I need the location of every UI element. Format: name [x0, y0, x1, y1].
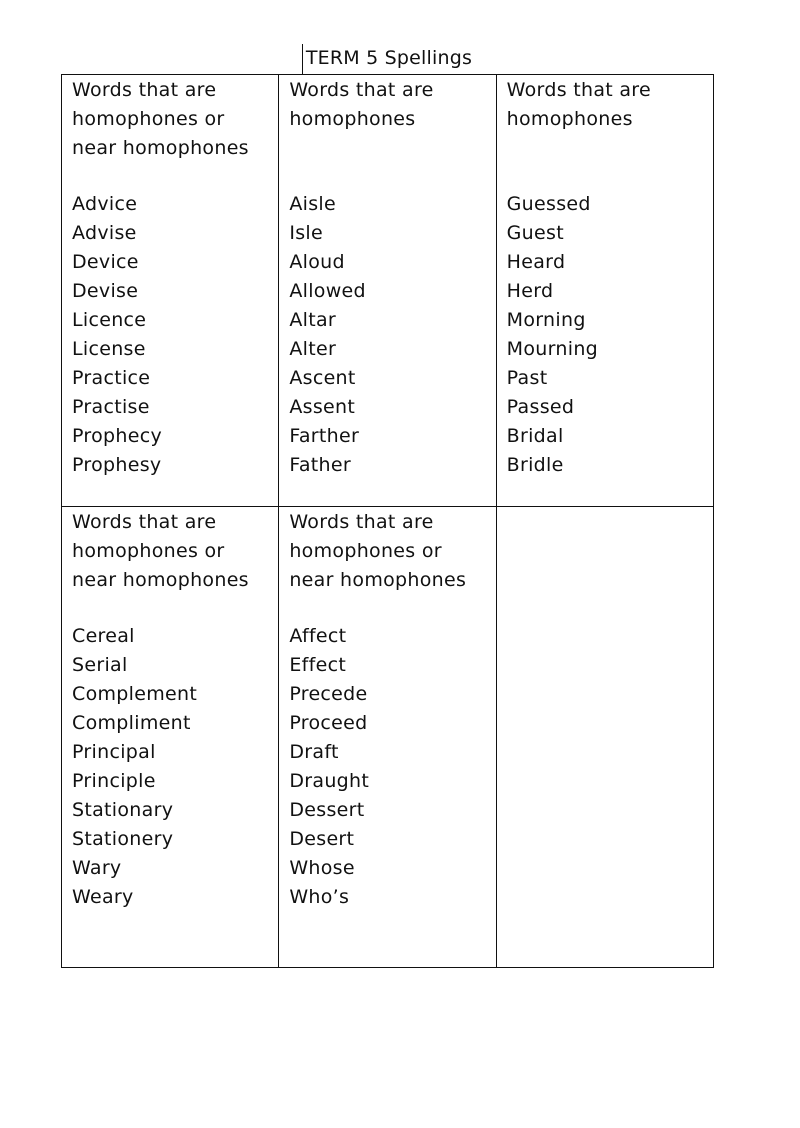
list-item: License [72, 338, 146, 360]
list-item: Prophesy [72, 454, 162, 476]
list-item: Practice [72, 367, 151, 389]
list-item: Who’s [289, 886, 350, 908]
list-item: Stationary [72, 799, 174, 821]
list-item: Advice [72, 193, 138, 215]
list-item: Mourning [506, 338, 599, 360]
list-item: Wary [72, 857, 122, 879]
list-item: Prophecy [72, 425, 163, 447]
list-item: Compliment [72, 712, 191, 734]
list-item: Ascent [289, 367, 356, 389]
list-item: Past [506, 367, 548, 389]
list-item: Serial [72, 654, 128, 676]
list-item: Stationery [72, 828, 174, 850]
list-item: Complement [72, 683, 198, 705]
list-item: Father [289, 454, 351, 476]
list-item: Whose [289, 857, 355, 879]
list-item: Dessert [289, 799, 365, 821]
column-heading: Words that are homophones or near homophones [289, 511, 467, 591]
table-cell [279, 75, 496, 507]
list-item: Desert [289, 828, 355, 850]
list-item: Aisle [289, 193, 336, 215]
list-item: Proceed [289, 712, 368, 734]
list-item: Morning [506, 309, 586, 331]
list-item: Cereal [72, 625, 135, 647]
list-item: Passed [506, 396, 575, 418]
spellings-table [61, 74, 714, 968]
word-list [72, 190, 278, 480]
word-list [289, 190, 495, 480]
list-item: Assent [289, 396, 356, 418]
list-item: Alter [289, 338, 337, 360]
table-cell [496, 75, 713, 507]
column-heading: Words that are homophones or near homophones [72, 511, 249, 591]
table-cell [62, 75, 279, 507]
list-item: Bridal [506, 425, 564, 447]
word-list [72, 622, 278, 912]
list-item: Heard [506, 251, 566, 273]
word-list [507, 190, 713, 480]
list-item: Device [72, 251, 139, 273]
table-row [62, 507, 714, 968]
table-cell [62, 507, 279, 968]
list-item: Weary [72, 886, 134, 908]
page-title: TERM 5 Spellings [305, 47, 473, 69]
table-cell-empty [496, 507, 713, 968]
list-item: Effect [289, 654, 347, 676]
word-list [289, 622, 495, 912]
list-item: Principle [72, 770, 156, 792]
list-item: Draft [289, 741, 339, 763]
list-item: Advise [72, 222, 137, 244]
list-item: Precede [289, 683, 368, 705]
list-item: Devise [72, 280, 139, 302]
table-cell [279, 507, 496, 968]
list-item: Bridle [506, 454, 564, 476]
list-item: Farther [289, 425, 360, 447]
list-item: Affect [289, 625, 347, 647]
list-item: Principal [72, 741, 156, 763]
list-item: Guessed [506, 193, 591, 215]
list-item: Isle [289, 222, 323, 244]
list-item: Guest [506, 222, 564, 244]
list-item: Allowed [289, 280, 366, 302]
column-heading: Words that are homophones [289, 79, 434, 130]
list-item: Licence [72, 309, 147, 331]
column-heading: Words that are homophones [506, 79, 651, 130]
list-item: Draught [289, 770, 370, 792]
list-item: Altar [289, 309, 337, 331]
list-item: Aloud [289, 251, 345, 273]
list-item: Herd [506, 280, 554, 302]
list-item: Practise [72, 396, 150, 418]
column-heading: Words that are homophones or near homophones [72, 79, 249, 159]
table-row [62, 75, 714, 507]
